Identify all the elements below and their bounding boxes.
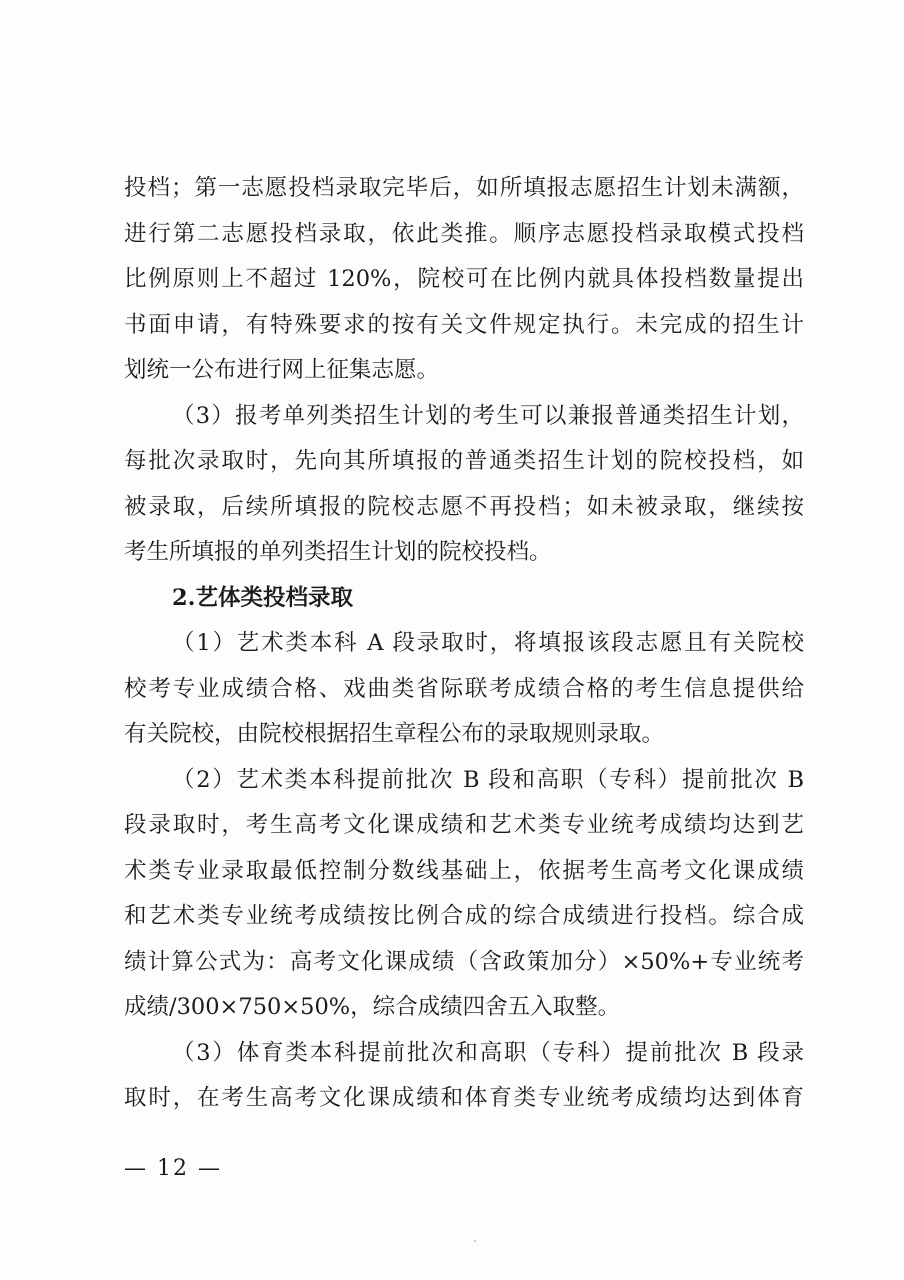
text-line: 比例原则上不超过 120%，院校可在比例内就具体投档数量提出	[124, 266, 804, 292]
text-line: 投档；第一志愿投档录取完毕后，如所填报志愿招生计划未满额，	[124, 175, 804, 201]
text-line: 划统一公布进行网上征集志愿。	[124, 357, 440, 383]
section-heading: 2.艺体类投档录取	[172, 584, 353, 611]
text-line: 和艺术类专业统考成绩按比例合成的综合成绩进行投档。综合成	[124, 903, 804, 929]
text-line: 校考专业成绩合格、戏曲类省际联考成绩合格的考生信息提供给	[124, 675, 804, 702]
text-line: （1）艺术类本科 A 段录取时，将填报该段志愿且有关院校	[172, 630, 804, 656]
text-line: （2）艺术类本科提前批次 B 段和高职（专科）提前批次 B	[172, 766, 804, 793]
text-line: 取时，在考生高考文化课成绩和体育类专业统考成绩均达到体育	[124, 1085, 804, 1111]
text-line: 术类专业录取最低控制分数线基础上，依据考生高考文化课成绩	[124, 857, 804, 884]
text-line: 段录取时，考生高考文化课成绩和艺术类专业统考成绩均达到艺	[124, 812, 804, 838]
text-line: 考生所填报的单列类招生计划的院校投档。	[124, 539, 552, 565]
page-number: — 12 —	[124, 1156, 222, 1181]
text-line: 有关院校，由院校根据招生章程公布的录取规则录取。	[124, 721, 665, 747]
text-line: 被录取，后续所填报的院校志愿不再投档；如未被录取，继续按	[124, 493, 804, 520]
text-line: 绩计算公式为：高考文化课成绩（含政策加分）×50%+专业统考	[124, 948, 804, 975]
text-line: 每批次录取时，先向其所填报的普通类招生计划的院校投档，如	[124, 448, 804, 474]
text-line: 成绩/300×750×50%，综合成绩四舍五入取整。	[124, 994, 621, 1020]
text-line: 进行第二志愿投档录取，依此类推。顺序志愿投档录取模式投档	[124, 220, 804, 247]
scan-speck	[474, 1240, 476, 1242]
text-line: 书面申请，有特殊要求的按有关文件规定执行。未完成的招生计	[124, 311, 804, 338]
text-line: （3）报考单列类招生计划的考生可以兼报普通类招生计划，	[172, 402, 804, 429]
body-text	[124, 166, 804, 1122]
text-line: （3）体育类本科提前批次和高职（专科）提前批次 B 段录	[172, 1039, 804, 1066]
